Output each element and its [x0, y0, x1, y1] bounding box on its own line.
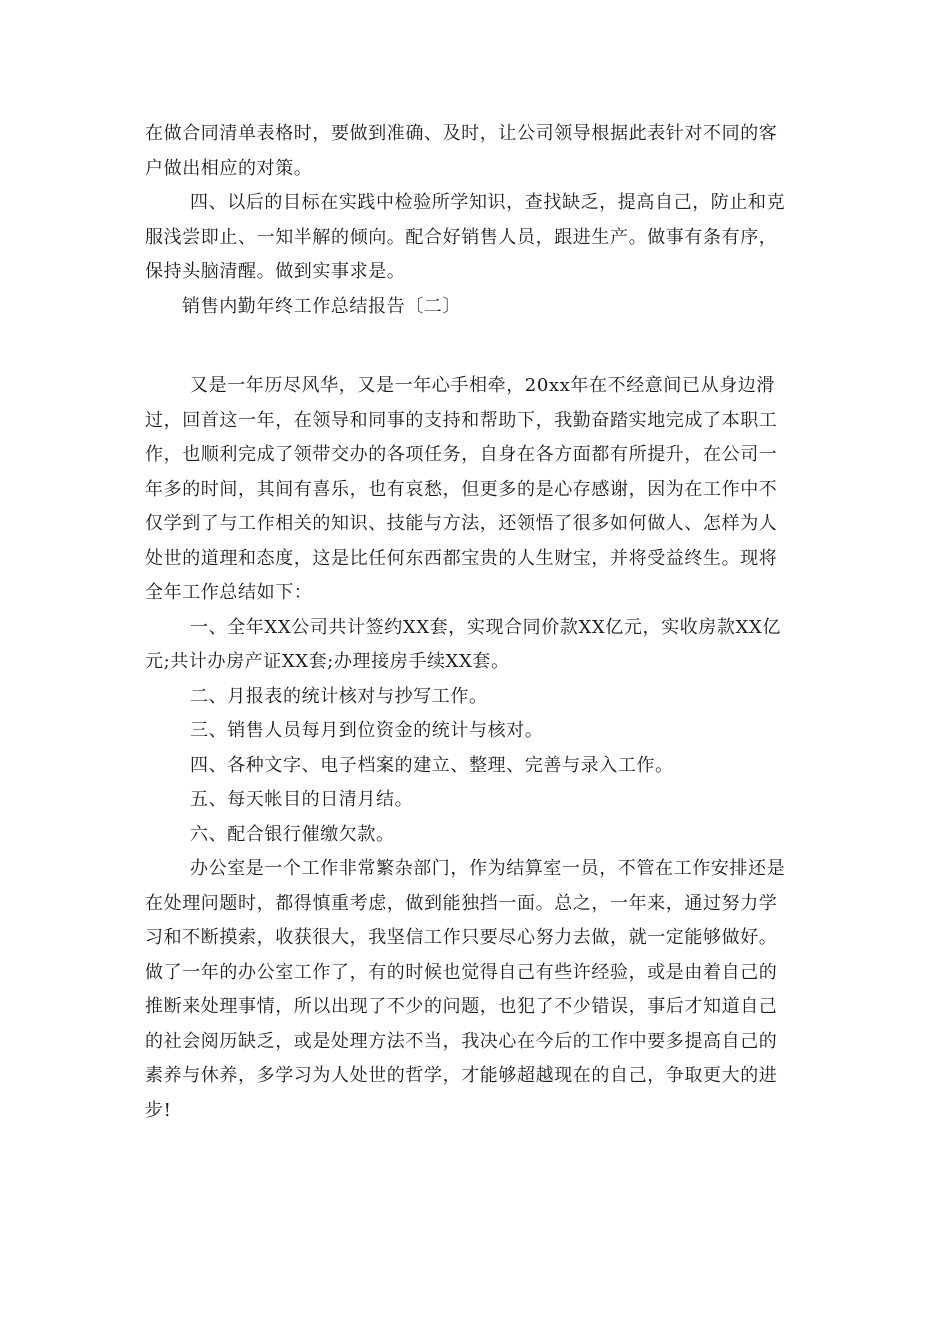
- text-line: 过，回首这一年，在领导和同事的支持和帮助下，我勤奋踏实地完成了本职工: [145, 409, 778, 431]
- list-item: 三、销售人员每月到位资金的统计与核对。: [190, 720, 544, 741]
- text-line: 一、全年XX公司共计签约XX套，实现合同价款XX亿元，实收房款XX亿: [190, 616, 781, 638]
- blank-spacer: [145, 324, 810, 369]
- text-line: 做了一年的办公室工作了，有的时候也觉得自己有些许经验，或是由着自己的: [145, 961, 778, 983]
- text-line: 四、以后的目标在实践中检验所学知识，查找缺乏，提高自己，防止和克: [190, 192, 786, 213]
- text-line: 办公室是一个工作非常繁杂部门，作为结算室一员，不管在工作安排还是: [190, 858, 786, 879]
- text-line: 在做合同清单表格时，要做到准确、及时，让公司领导根据此表针对不同的客: [145, 123, 778, 144]
- text-line: 服浅尝即止、一知半解的倾向。配合好销售人员，跟进生产。做事有条有序，: [145, 226, 778, 248]
- text-line: 推断来处理事情，所以出现了不少的问题，也犯了不少错误，事后才知道自己: [145, 996, 778, 1017]
- text-line: 仅学到了与工作相关的知识、技能与方法，还领悟了很多如何做人、怎样为人: [145, 513, 778, 534]
- text-line: 作，也顺利完成了领带交办的各项任务，自身在各方面都有所提升，在公司一: [145, 444, 778, 465]
- text-line: 在处理问题时，都得慎重考虑，做到能独挡一面。总之，一年来，通过努力学: [145, 892, 778, 914]
- text-line: 处世的道理和态度，这是比任何东西都宝贵的人生财宝，并将受益终生。现将: [145, 547, 778, 569]
- text-line: 的社会阅历缺乏，或是处理方法不当，我决心在今后的工作中要多提高自己的: [145, 1030, 778, 1052]
- text-line: 习和不断摸索，收获很大，我坚信工作只要尽心努力去做，就一定能够做好。: [145, 927, 778, 948]
- list-item: 二、月报表的统计核对与抄写工作。: [190, 685, 488, 707]
- text-line: 保持头脑清醒。做到实事求是。: [145, 261, 406, 282]
- list-item: 五、每天帐目的日清月结。: [190, 789, 414, 810]
- text-line: 又是一年历尽风华，又是一年心手相牵，20xx年在不经意间已从身边滑: [190, 375, 776, 396]
- text-line: 元;共计办房产证XX套;办理接房手续XX套。: [145, 651, 510, 672]
- text-line: 步!: [145, 1099, 172, 1121]
- list-item: 四、各种文字、电子档案的建立、整理、完善与录入工作。: [190, 754, 674, 776]
- list-item: 六、配合银行催缴欠款。: [190, 823, 395, 845]
- text-line: 素养与休养，多学习为人处世的哲学，才能够超越现在的自己，争取更大的进: [145, 1065, 778, 1086]
- text-line: 全年工作总结如下：: [145, 582, 313, 603]
- document-page: [145, 117, 810, 1128]
- text-line: 户做出相应的对策。: [145, 157, 313, 179]
- section-title: 销售内勤年终工作总结报告〔二〕: [182, 295, 461, 317]
- text-line: 年多的时间，其间有喜乐，也有哀愁，但更多的是心存感谢，因为在工作中不: [145, 478, 778, 500]
